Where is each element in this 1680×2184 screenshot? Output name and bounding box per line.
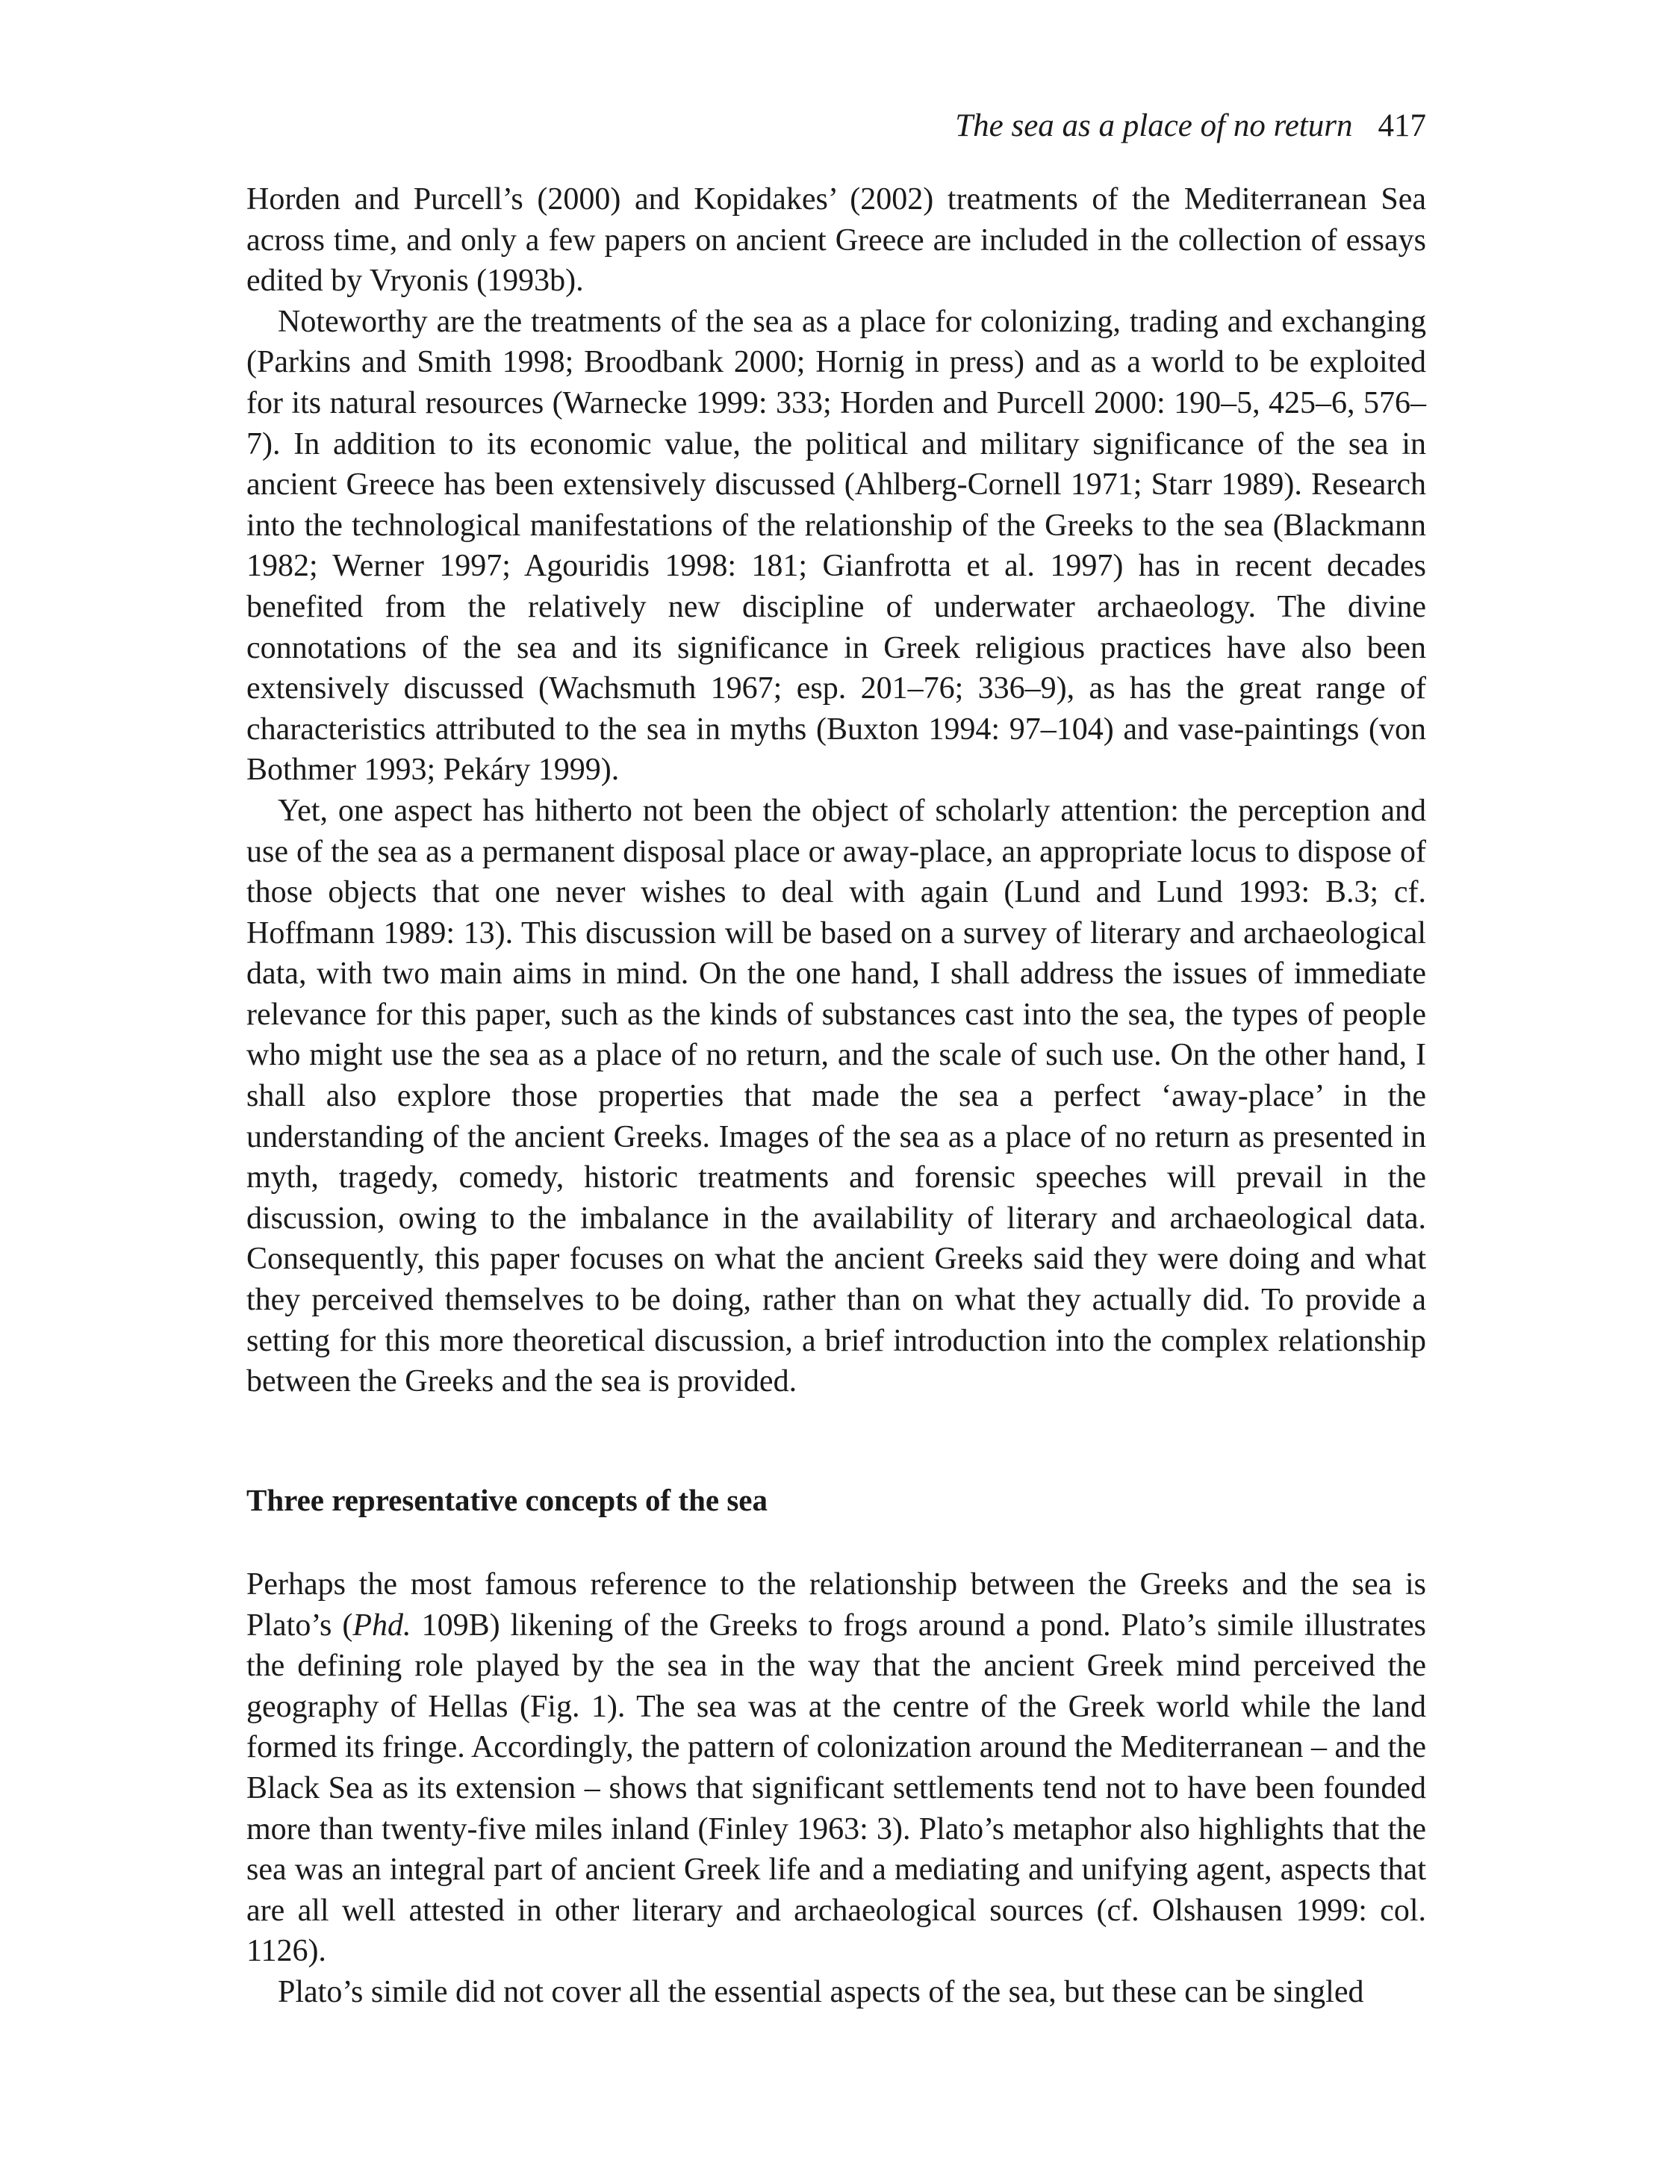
paragraph-4-part-2: 109B) likening of the Greeks to frogs around a pond. Plato’s simile illustrates the defining role played by the sea in the way that the ancient Greek mind perceived the geography of Hellas (Fig. 1). The sea was at the centre of the Greek world while the land formed its fringe. Accordingly, the pattern of colonization around the Mediterranean – and the Black Sea as its extension – shows that significant settlements tend not to have been founded more than twenty-five miles inland (Finley 1963: 3). Plato’s metaphor also highlights that the sea was an integral part of ancient Greek life and a mediating and unifying agent, aspects that are all well attested in other literary and archaeological sources (cf. Olshausen 1999: col. 1126).	[246, 1608, 1427, 1969]
paragraph-4-part-1: Perhaps the most famous reference to the relationship between the Greeks and the sea is Plato’s (	[246, 1567, 1426, 1643]
paragraph-3: Yet, one aspect has hitherto not been the object of scholarly attention: the perception and use of the sea as a permanent disposal place or away-place, an appropriate locus to dispose of those objects that one never wishes to deal with again (Lund and Lund 1993: B.3; cf. Hoffmann 1989: 13). This discussion will be based on a survey of literary and archaeological data, with two main aims in mind. On the one hand, I shall address the issues of immediate relevance for this paper, such as the kinds of substances cast into the sea, the types of people who might use the sea as a place of no return, and the scale of such use. On the other hand, I shall also explore those properties that made the sea a perfect ‘away-place’ in the understanding of the ancient Greeks. Images of the sea as a place of no return as presented in myth, tragedy, comedy, historic treatments and forensic speeches will prevail in the discussion, owing to the imbalance in the availability of literary and archaeological data. Consequently, this paper focuses on what the ancient Greeks said they were doing and what they perceived themselves to be doing, rather than on what they actually did. To provide a setting for this more theoretical discussion, a brief introduction into the complex relationship between the Greeks and the sea is provided.	[246, 793, 1426, 1399]
paragraph-4-italic-citation: Phd.	[352, 1608, 411, 1643]
page-number: 417	[1378, 108, 1426, 143]
paragraph-4	[246, 1564, 1426, 1972]
paragraph-1: Horden and Purcell’s (2000) and Kopidakes’ (2002) treatments of the Mediterranean Sea across time, and only a few papers on ancient Greece are included in the collection of essays edited by Vryonis (1993b).	[246, 182, 1426, 299]
body-text-top	[246, 179, 1426, 1402]
paragraph-5: Plato’s simile did not cover all the essential aspects of the sea, but these can be singled	[278, 1974, 1364, 2009]
running-head-title: The sea as a place of no return	[955, 108, 1353, 143]
body-text-section	[246, 1564, 1426, 2013]
paragraph-2: Noteworthy are the treatments of the sea as a place for colonizing, trading and exchanging (Parkins and Smith 1998; Broodbank 2000; Hornig in press) and as a world to be exploited for its natural resources (Warnecke 1999: 333; Horden and Purcell 2000: 190–5, 425–6, 576–7). In addition to its economic value, the political and military significance of the sea in ancient Greece has been extensively discussed (Ahlberg-Cornell 1971; Starr 1989). Research into the technological manifestations of the relationship of the Greeks to the sea (Blackmann 1982; Werner 1997; Agouridis 1998: 181; Gianfrotta et al. 1997) has in recent decades benefited from the relatively new discipline of underwater archaeology. The divine connotations of the sea and its significance in Greek religious practices have also been extensively discussed (Wachsmuth 1967; esp. 201–76; 336–9), as has the great range of characteristics attributed to the sea in myths (Buxton 1994: 97–104) and vase-paintings (von Bothmer 1993; Pekáry 1999).	[246, 304, 1426, 788]
running-head	[246, 105, 1426, 148]
section-heading: Three representative concepts of the sea	[246, 1483, 768, 1517]
